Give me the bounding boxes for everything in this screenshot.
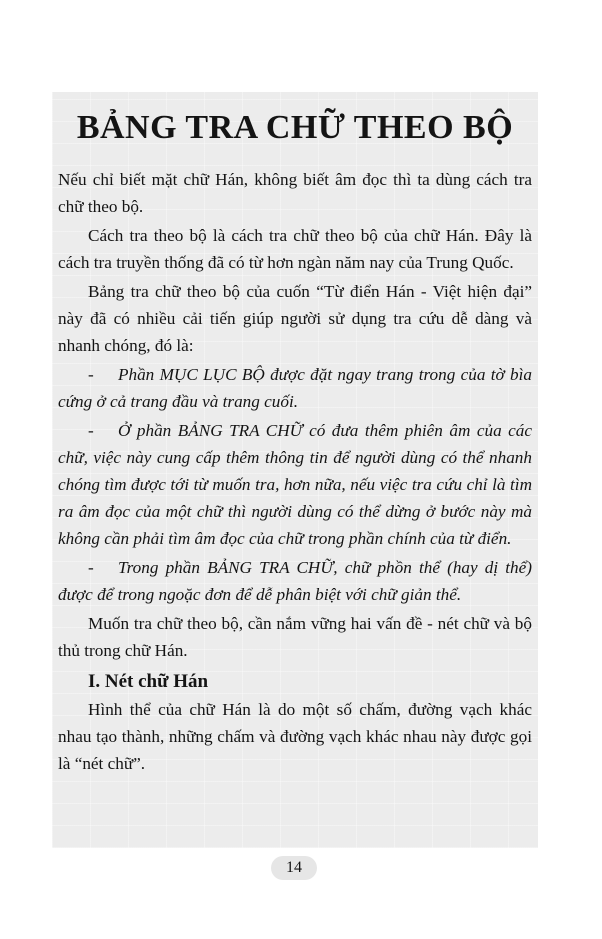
paragraph — [58, 278, 532, 359]
page-number: 14 — [271, 856, 317, 880]
bullet-item — [58, 417, 532, 552]
paragraph-text: Cách tra theo bộ là cách tra chữ theo bộ của chữ Hán. Đây là cách tra truyền thống đã có từ hơn ngàn năm nay của Trung Quốc. — [58, 226, 532, 272]
paragraph-text: Muốn tra chữ theo bộ, cần nắm vững hai vấn đề - nét chữ và bộ thủ trong chữ Hán. — [58, 614, 532, 660]
page-title: BẢNG TRA CHỮ THEO BỘ — [76, 109, 514, 146]
paragraph-text: Nếu chỉ biết mặt chữ Hán, không biết âm đọc thì ta dùng cách tra chữ theo bộ. — [58, 170, 532, 216]
bullet-item — [58, 554, 532, 608]
paragraph — [58, 166, 532, 220]
paragraph — [58, 696, 532, 777]
bullet-dash: - — [88, 558, 94, 577]
paragraph-text: Bảng tra chữ theo bộ của cuốn “Từ điển Hán - Việt hiện đại” này đã có nhiều cải tiến giúp người sử dụng tra cứu dễ dàng và nhanh chóng, đó là: — [58, 282, 532, 355]
paragraph — [58, 222, 532, 276]
section-heading: I. Nét chữ Hán — [88, 671, 209, 692]
bullet-item — [58, 361, 532, 415]
bullet-text: Ở phần BẢNG TRA CHỮ có đưa thêm phiên âm của các chữ, việc này cung cấp thêm thông tin để người dùng có thể nhanh chóng tìm được tới từ muốn tra, hơn nữa, nếu việc tra cứu chỉ là tìm ra âm đọc của một chữ thì người dùng có thể dừng ở bước này mà không cần phải tìm âm đọc của chữ trong phần chính của từ điển. — [58, 421, 532, 548]
bullet-text: Phần MỤC LỤC BỘ được đặt ngay trang trong của tờ bìa cứng ở cả trang đầu và trang cuối. — [58, 365, 532, 411]
bullet-dash: - — [88, 421, 94, 440]
bullet-dash: - — [88, 365, 94, 384]
paragraph — [58, 610, 532, 664]
body-text — [58, 166, 532, 779]
paragraph-text: Hình thể của chữ Hán là do một số chấm, đường vạch khác nhau tạo thành, những chấm và đường vạch khác nhau này được gọi là “nét chữ”. — [58, 700, 532, 773]
bullet-text: Trong phần BẢNG TRA CHỮ, chữ phồn thể (hay dị thể) được để trong ngoặc đơn để dễ phân biệt với chữ giản thể. — [58, 558, 532, 604]
